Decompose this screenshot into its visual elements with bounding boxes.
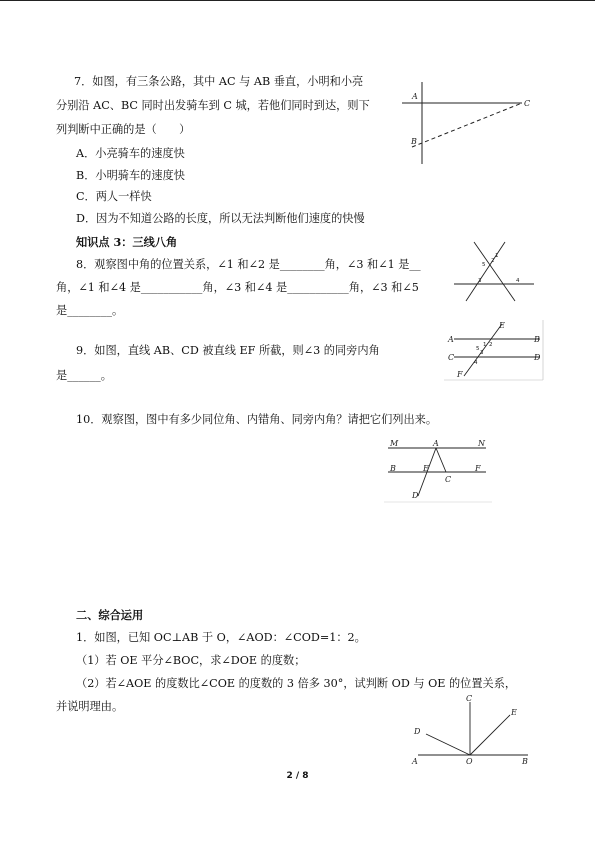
q7-option-b: B．小明骑车的速度快 [76,169,185,182]
q10-line1: 10．观察图，图中有多少同位角、内错角、同旁内角？请把它们列出来。 [76,413,438,426]
q9-label-4: 4 [474,360,478,366]
p1-label-c: C [466,694,473,703]
q8-figure [452,238,537,303]
p1-line3: （2）若∠AOE 的度数比∠COE 的度数的 3 倍多 30°，试判断 OD 与 OE 的位置关系， [76,677,517,690]
q8-label-1: 1 [495,253,499,259]
q8-label-5: 5 [482,262,486,268]
q10-label-n: N [478,439,485,448]
q9-label-1: 1 [483,342,487,348]
q9-label-d: D [534,353,541,362]
q9-label-f: F [457,370,463,379]
q10-label-a: A [433,439,439,448]
q9-label-3: 3 [480,350,484,356]
p1-line2: （1）若 OE 平分∠BOC，求∠DOE 的度数； [76,654,306,667]
q7-figure [398,78,538,168]
q7-option-c: C．两人一样快 [76,190,152,203]
q7-option-a: A．小亮骑车的速度快 [76,147,185,160]
q9-label-5: 5 [476,346,480,352]
q8-label-4: 4 [516,278,520,284]
q9-label-e: E [499,321,505,330]
q7-line2: 分别沿 AC、BC 同时出发骑车到 C 城，若他们同时到达，则下 [56,99,370,112]
q8-label-2: 2 [491,258,495,264]
q8-line3: 是________。 [56,304,124,317]
p1-figure [406,694,536,766]
q7-line3: 列判断中正确的是（ ） [56,123,191,136]
p1-line4: 并说明理由。 [56,700,124,713]
q7-option-d: D．因为不知道公路的长度，所以无法判断他们速度的快慢 [76,212,365,225]
q10-label-b: B [390,464,396,473]
q9-label-c: C [448,353,455,362]
p1-label-d: D [414,727,421,736]
q9-label-2: 2 [489,342,493,348]
p1-label-o: O [466,757,473,766]
q8-label-3: 3 [478,278,482,284]
q10-label-d: D [412,491,419,500]
q9-line2: 是______。 [56,369,112,382]
q7-label-b: B [411,137,417,146]
knowledge-point-3: 知识点 3：三线八角 [76,235,178,249]
q10-label-m: M [390,439,399,448]
q9-line1: 9．如图，直线 AB、CD 被直线 EF 所截，则∠3 的同旁内角 [76,344,380,357]
q10-label-f: F [475,464,481,473]
q10-label-c: C [445,475,452,484]
q10-label-e: E [423,464,429,473]
top-rule [0,0,595,1]
q9-figure [444,320,544,382]
q8-line1: 8．观察图中角的位置关系，∠1 和∠2 是________角，∠3 和∠1 是__ [76,258,421,271]
p1-label-e: E [511,708,517,717]
p1-line1: 1．如图，已知 OC⊥AB 于 O，∠AOD：∠COD=1：2。 [76,631,366,644]
q9-label-b: B [534,335,540,344]
q8-line2: 角，∠1 和∠4 是___________角，∠3 和∠4 是___________角，∠3 和∠5 [56,281,419,294]
p1-label-a: A [412,757,418,766]
q7-label-a: A [412,92,418,101]
q7-line1: 7．如图，有三条公路，其中 AC 与 AB 垂直，小明和小亮 [74,75,364,88]
p1-label-b: B [522,757,528,766]
q9-label-a: A [448,335,454,344]
page-number: 2 / 8 [286,771,309,781]
q7-label-c: C [524,99,531,108]
q10-figure [382,438,494,506]
section-2-heading: 二、综合运用 [76,608,144,622]
